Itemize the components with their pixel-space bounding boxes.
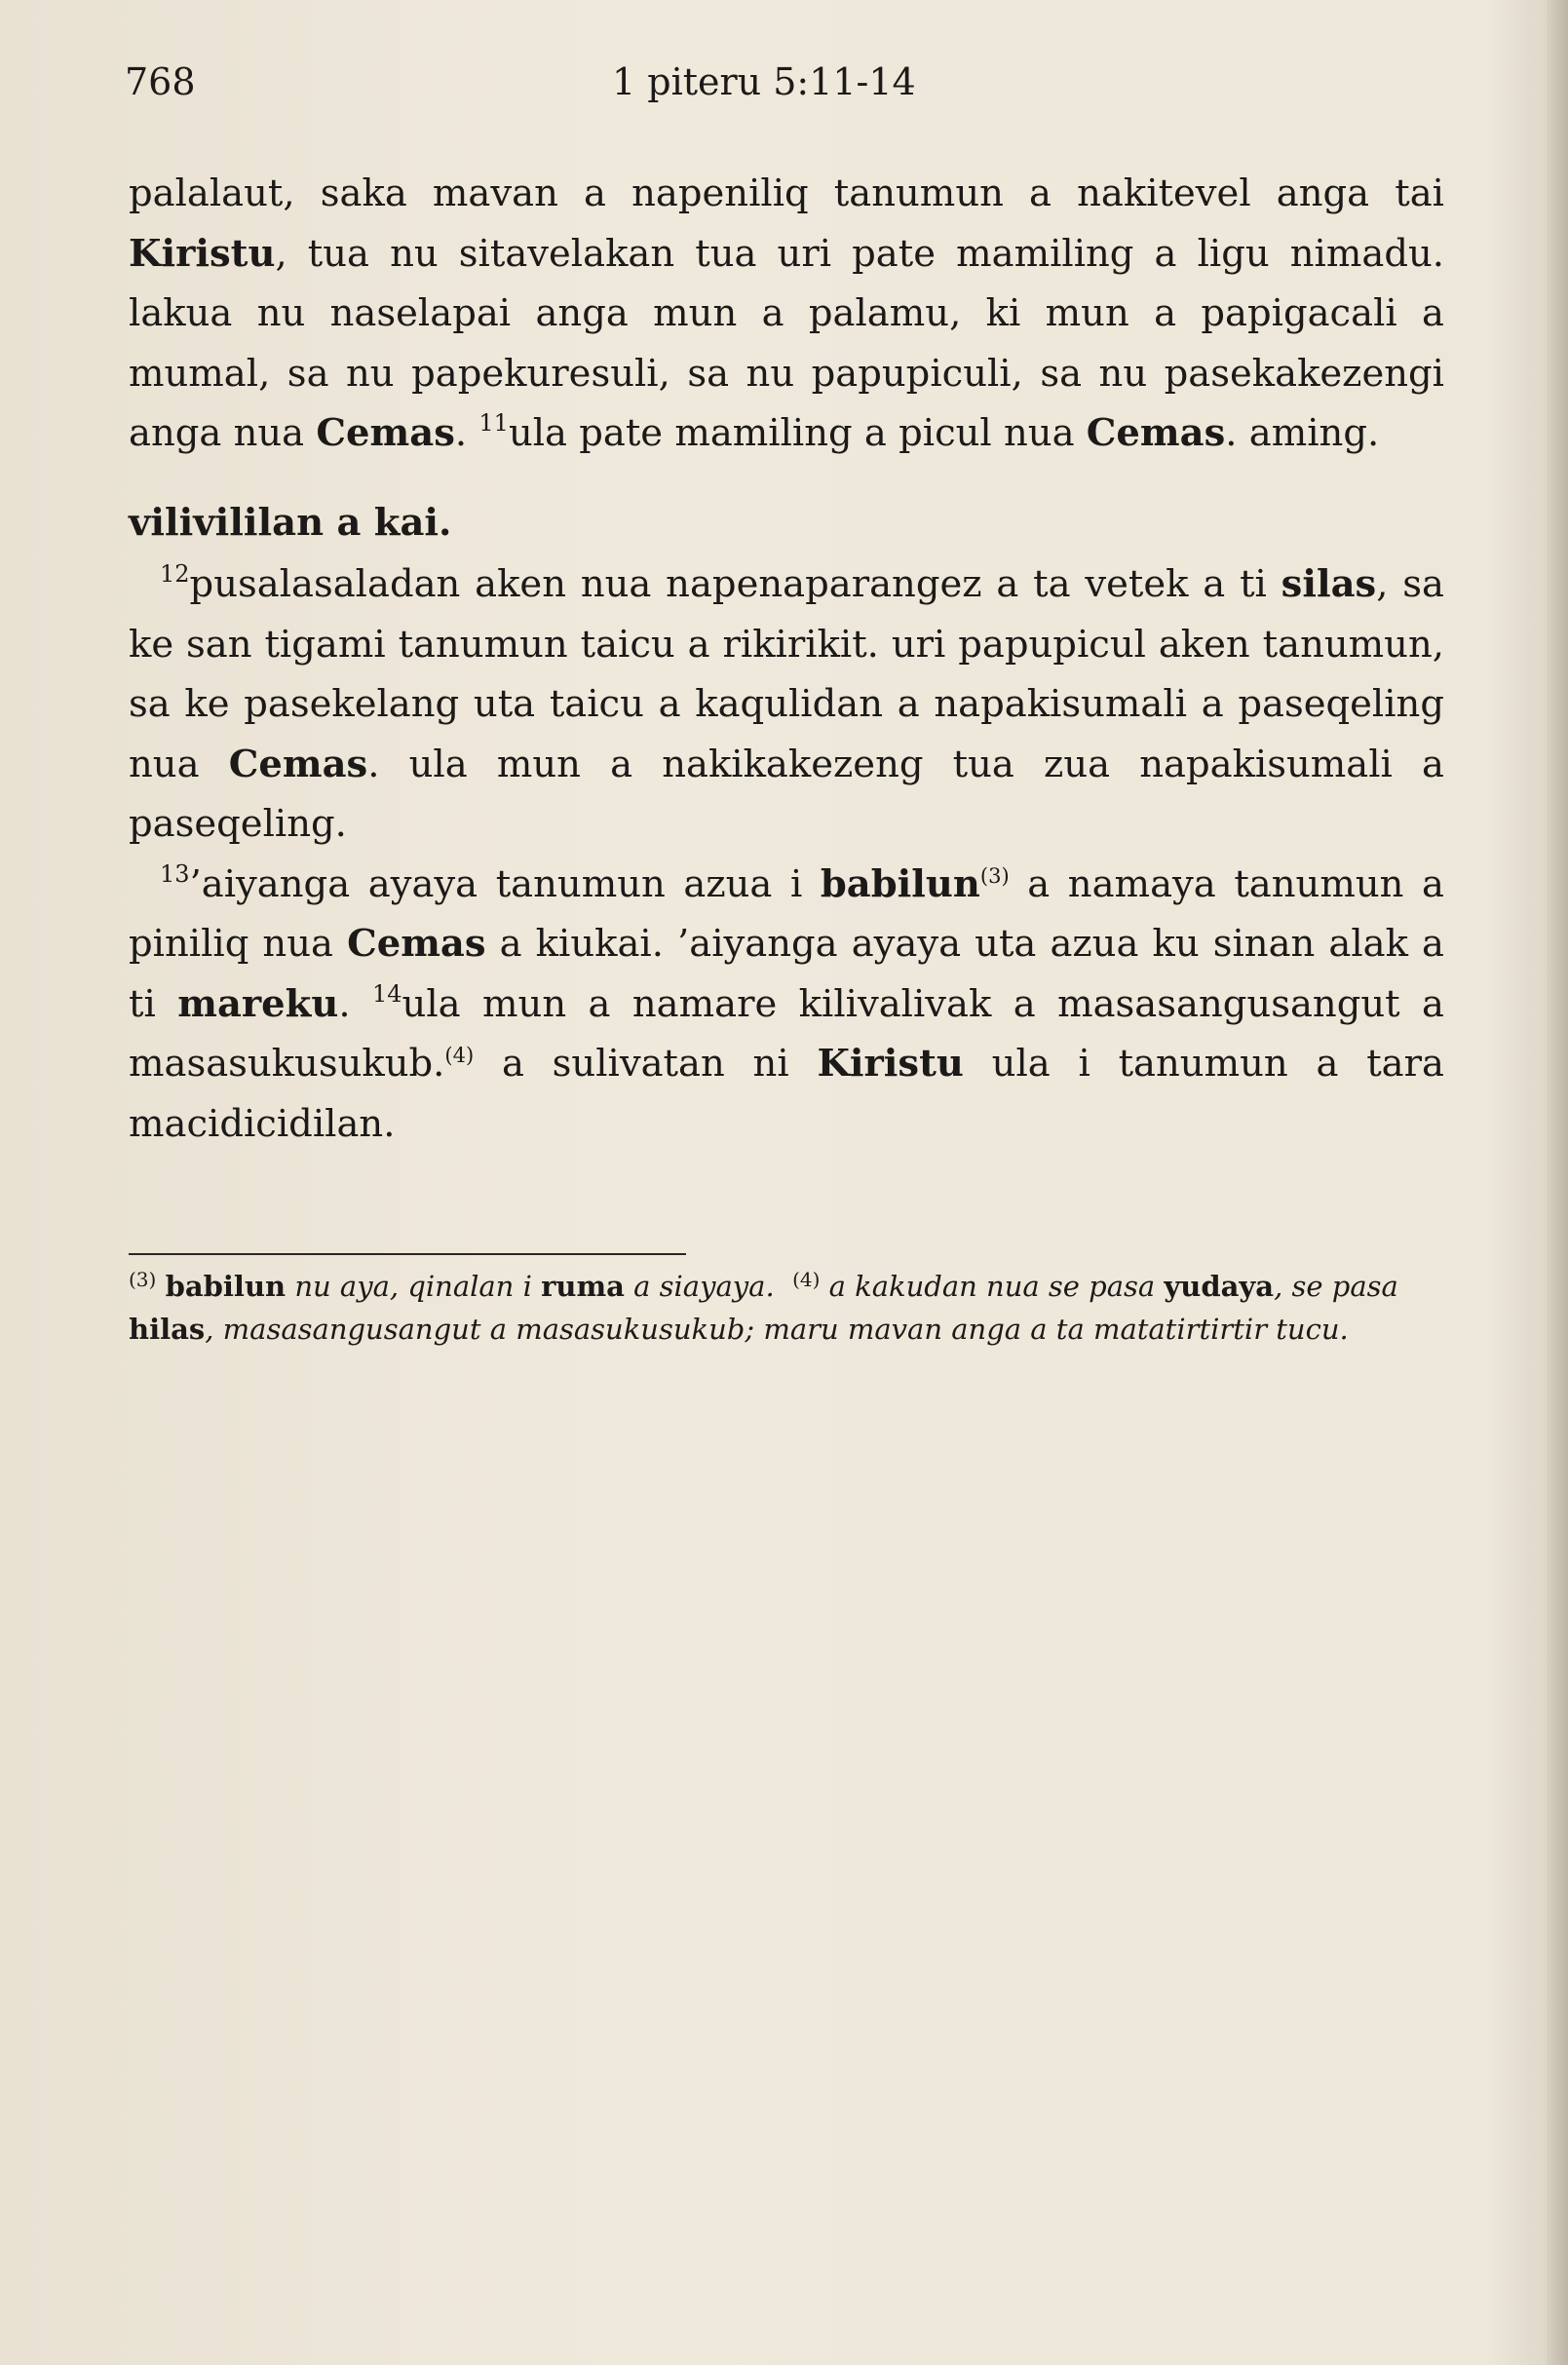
- page-number: 768: [125, 60, 196, 103]
- verse-number: 14: [372, 979, 402, 1008]
- main-text: [129, 164, 1444, 1154]
- page-header: [125, 60, 1440, 119]
- footnote-text: $^{(3)}$ babilun nu aya, qinalan i ruma a siayaya. $^{(4)}$ a kakudan nua se pasa yudaya, se pasa hilas, masasangusangut a masasukusukub; maru mavan anga a ta matatirtirtir tucu.: [129, 1268, 1398, 1346]
- footnote-mark: (3): [129, 1268, 157, 1291]
- paragraph-verse-10-11: palalaut, saka mavan a napeniliq tanumun a nakitevel anga tai Kiristu, tua nu sitavelakan tua uri pate mamiling a ligu nimadu. lakua nu naselapai anga mun a palamu, ki mun a papigacali a mumal, sa nu papekuresuli, sa nu papupiculi, sa nu pasekakezengi anga nua Cemas. $^{11}$ula pate mamiling a picul nua Cemas. aming.: [129, 172, 1444, 455]
- paragraph-verse-12: $^{12}$pusalasaladan aken nua napenaparangez a ta vetek a ti silas, sa ke san tigami tanumun taicu a rikirikit. uri papupicul aken tanumun, sa ke pasekelang uta taicu a kaqulidan a napakisumali a paseqeling nua Cemas. ula mun a nakikakezeng tua zua napakisumali a paseqeling.: [129, 560, 1444, 846]
- verse-number: 12: [160, 560, 190, 588]
- footnote-ref: (3): [979, 863, 1010, 888]
- running-title: 1 piteru 5:11-14: [612, 60, 916, 103]
- verse-number: 11: [478, 409, 509, 437]
- bleed-through-text: [117, 1296, 1462, 2270]
- footnote-mark: (4): [792, 1268, 821, 1291]
- section-heading: vilivililan a kai.: [129, 500, 452, 545]
- paragraph-verse-13-14: $^{13}$’aiyanga ayaya tanumun azua i babilun$^{(3)}$ a namaya tanumun a piniliq nua Cemas a kiukai. ’aiyanga ayaya uta azua ku sinan alak a ti mareku. $^{14}$ula mun a namare kilivalivak a masasangusangut a masasukusukub.$^{(4)}$ a sulivatan ni Kiristu ula i tanumun a tara macidicidilan.: [129, 859, 1444, 1146]
- footnote-divider: [129, 1253, 686, 1255]
- page-edge: [1547, 0, 1568, 2365]
- footnote-ref: (4): [444, 1044, 475, 1067]
- verse-number: 13: [160, 859, 190, 888]
